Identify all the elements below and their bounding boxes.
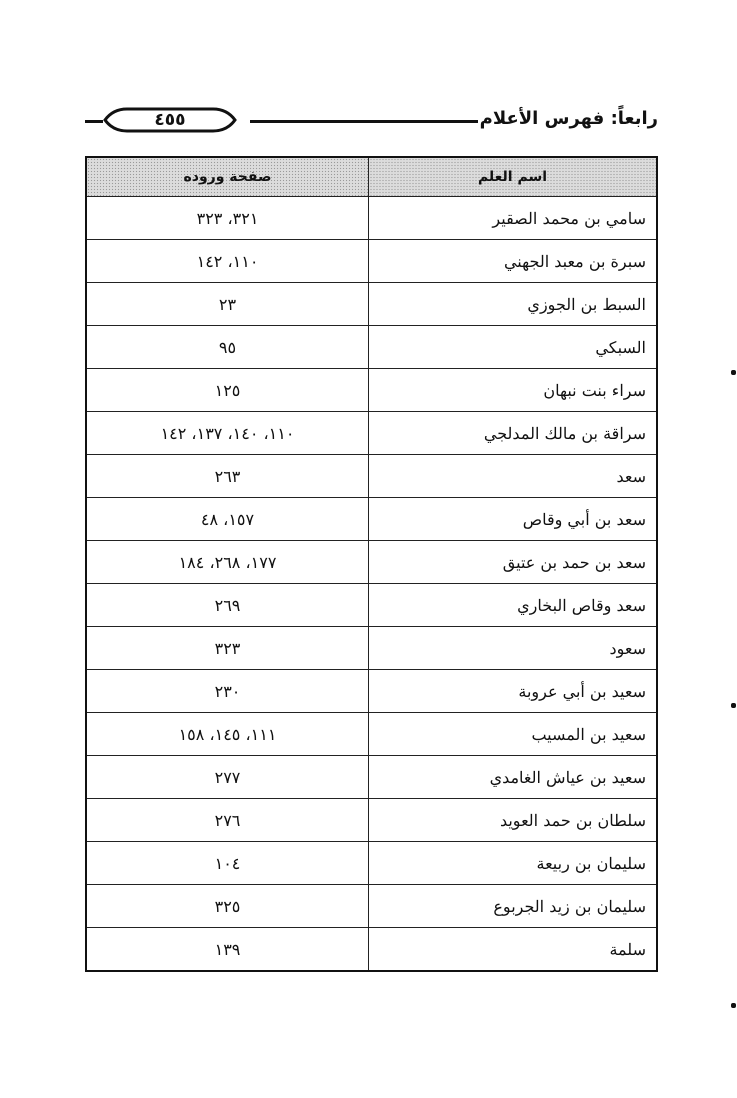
page-refs-cell: ٢٣ <box>86 283 369 326</box>
person-name-cell: سلمة <box>369 928 658 972</box>
page-refs-cell: ١٢٥ <box>86 369 369 412</box>
index-table <box>85 156 658 972</box>
person-name-cell: سعد بن أبي وقاص <box>369 498 658 541</box>
page-refs-cell: ١٧٧، ٢٦٨، ١٨٤ <box>86 541 369 584</box>
page-refs-cell: ٢٦٩ <box>86 584 369 627</box>
page-refs-cell: ٣٢١، ٣٢٣ <box>86 197 369 240</box>
table-row <box>86 928 657 972</box>
table-row <box>86 197 657 240</box>
person-name-cell: سامي بن محمد الصقير <box>369 197 658 240</box>
table-row <box>86 713 657 756</box>
page-refs-cell: ٢٦٣ <box>86 455 369 498</box>
table-row <box>86 627 657 670</box>
person-name-cell: السبط بن الجوزي <box>369 283 658 326</box>
header-rule-left <box>85 120 103 123</box>
table-row <box>86 885 657 928</box>
page-refs-cell: ١٠٤ <box>86 842 369 885</box>
person-name-cell: سراقة بن مالك المدلجي <box>369 412 658 455</box>
page-header <box>85 104 658 138</box>
table-row <box>86 756 657 799</box>
table-row <box>86 326 657 369</box>
page-refs-cell: ١١١، ١٤٥، ١٥٨ <box>86 713 369 756</box>
person-name-cell: سعد وقاص البخاري <box>369 584 658 627</box>
table-body <box>86 197 657 972</box>
page-number-badge <box>103 107 237 133</box>
table-row <box>86 369 657 412</box>
person-name-cell: سراء بنت نبهان <box>369 369 658 412</box>
column-header-pages: صفحة وروده <box>86 157 369 197</box>
table-row <box>86 842 657 885</box>
person-name-cell: سعيد بن المسيب <box>369 713 658 756</box>
margin-mark <box>731 703 736 708</box>
index-table-container <box>85 156 658 972</box>
margin-mark <box>731 370 736 375</box>
page-refs-cell: ٣٢٥ <box>86 885 369 928</box>
page-refs-cell: ٩٥ <box>86 326 369 369</box>
table-header-row <box>86 157 657 197</box>
table-row <box>86 240 657 283</box>
person-name-cell: سعيد بن أبي عروبة <box>369 670 658 713</box>
page-refs-cell: ١١٠، ١٤٢ <box>86 240 369 283</box>
person-name-cell: سعد بن حمد بن عتيق <box>369 541 658 584</box>
page-refs-cell: ٢٣٠ <box>86 670 369 713</box>
table-row <box>86 498 657 541</box>
page-refs-cell: ٣٢٣ <box>86 627 369 670</box>
table-row <box>86 541 657 584</box>
person-name-cell: سعيد بن عياش الغامدي <box>369 756 658 799</box>
page-refs-cell: ٢٧٦ <box>86 799 369 842</box>
table-row <box>86 412 657 455</box>
table-row <box>86 799 657 842</box>
page-refs-cell: ١٥٧، ٤٨ <box>86 498 369 541</box>
table-row <box>86 584 657 627</box>
person-name-cell: سبرة بن معبد الجهني <box>369 240 658 283</box>
table-row <box>86 283 657 326</box>
margin-mark <box>731 1003 736 1008</box>
header-rule-right <box>250 120 478 123</box>
table-row <box>86 670 657 713</box>
page-refs-cell: ١١٠، ١٤٠، ١٣٧، ١٤٢ <box>86 412 369 455</box>
person-name-cell: سلطان بن حمد العويد <box>369 799 658 842</box>
person-name-cell: سليمان بن زيد الجربوع <box>369 885 658 928</box>
column-header-name: اسم العلم <box>369 157 658 197</box>
person-name-cell: السبكي <box>369 326 658 369</box>
person-name-cell: سليمان بن ربيعة <box>369 842 658 885</box>
table-row <box>86 455 657 498</box>
page-number: ٤٥٥ <box>154 110 186 130</box>
person-name-cell: سعود <box>369 627 658 670</box>
section-title: رابعاً: فهرس الأعلام <box>479 108 658 129</box>
person-name-cell: سعد <box>369 455 658 498</box>
page-refs-cell: ١٣٩ <box>86 928 369 972</box>
page-refs-cell: ٢٧٧ <box>86 756 369 799</box>
